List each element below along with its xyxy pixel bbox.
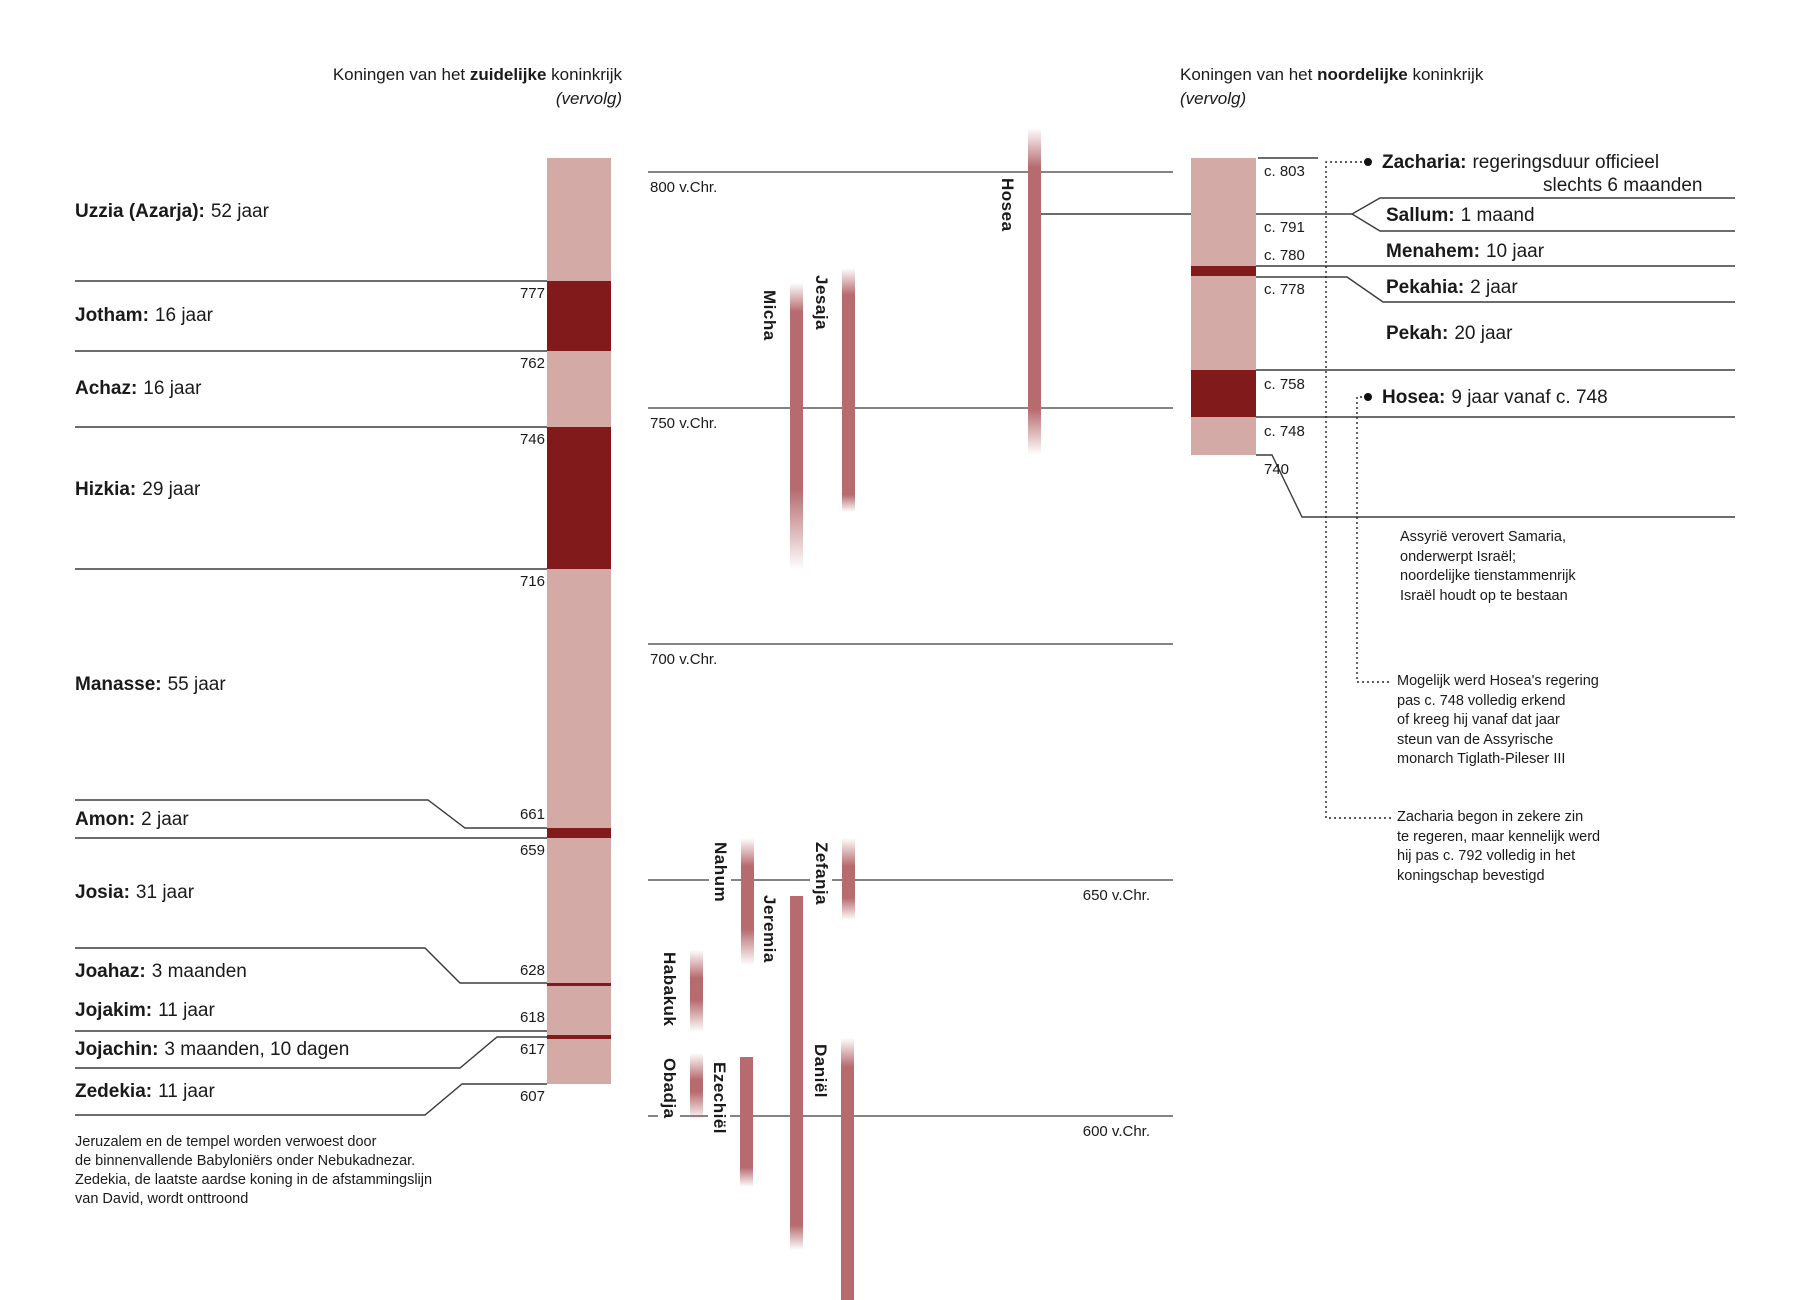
king-jojachin: Jojachin: 3 maanden, 10 dagen	[75, 1039, 350, 1060]
king-manasse: Manasse: 55 jaar	[75, 674, 226, 695]
bar-seg-hizkia	[547, 427, 611, 569]
title-southern-line1: Koningen van het zuidelijke koninkrijk	[332, 65, 622, 84]
note-assyria	[1400, 528, 1576, 606]
title-southern-kingdom	[280, 63, 622, 111]
bar-seg-josia	[547, 838, 611, 983]
king-menahem: Menahem: 10 jaar	[1386, 241, 1545, 262]
note-zacharia-line3: hij pas c. 792 volledig in het	[1397, 848, 1576, 864]
era-label-800: 800 v.Chr.	[650, 179, 718, 196]
king-zedekia: Zedekia: 11 jaar	[75, 1081, 215, 1102]
note-zacharia-line4: koningschap bevestigd	[1397, 867, 1545, 884]
bar-seg-pekah	[1191, 276, 1256, 370]
king-amon: Amon: 2 jaar	[75, 809, 189, 830]
prophet-bar-daniel	[841, 1038, 854, 1300]
king-achaz: Achaz: 16 jaar	[75, 378, 202, 399]
king-joahaz: Joahaz: 3 maanden	[75, 961, 247, 982]
date-746: 746	[519, 431, 545, 448]
note-hosea-line5: monarch Tiglath-Pileser III	[1397, 751, 1566, 767]
northern-timeline-bar	[1191, 158, 1256, 455]
prophet-label-hosea: Hosea	[998, 178, 1017, 232]
note-jerusalem-line1: Jeruzalem en de tempel worden verwoest door	[75, 1134, 377, 1150]
prophet-bar-zefanja	[842, 838, 855, 920]
date-628: 628	[519, 962, 545, 979]
prophet-bar-obadja	[690, 1053, 703, 1120]
note-zacharia-line2: te regeren, maar kennelijk werd	[1397, 828, 1601, 845]
king-pekahia: Pekahia: 2 jaar	[1386, 277, 1518, 298]
king-hosea-north: Hosea: 9 jaar vanaf c. 748	[1382, 387, 1608, 408]
king-zacharia: Zacharia: regeringsduur officieel	[1382, 152, 1660, 173]
date-607: 607	[519, 1088, 545, 1105]
king-sallum: Sallum: 1 maand	[1386, 205, 1535, 226]
bar-seg-zacharia-menahem	[1191, 158, 1256, 266]
note-assyria-line4: Israël houdt op te bestaan	[1400, 587, 1568, 604]
date-c778: c. 778	[1264, 281, 1305, 298]
date-716: 716	[519, 573, 545, 590]
prophet-bar-habakuk	[690, 950, 703, 1032]
date-659: 659	[519, 842, 545, 859]
prophet-label-obadja: Obadja	[660, 1058, 679, 1119]
note-assyria-line2: onderwerpt Israël;	[1400, 548, 1517, 565]
date-740: 740	[1264, 461, 1290, 478]
king-zacharia-line2: slechts 6 maanden	[1543, 175, 1703, 196]
era-label-750: 750 v.Chr.	[650, 415, 718, 432]
date-c791: c. 791	[1264, 219, 1305, 236]
note-hosea-line2: pas c. 748 volledig erkend	[1397, 692, 1566, 709]
date-c748: c. 748	[1264, 423, 1305, 440]
bar-seg-jotham	[547, 281, 611, 351]
prophet-label-nahum: Nahum	[711, 842, 730, 903]
king-josia: Josia: 31 jaar	[75, 882, 195, 903]
bar-seg-pekahia	[1191, 266, 1256, 276]
king-jotham: Jotham: 16 jaar	[75, 305, 214, 326]
note-assyria-line1: Assyrië verovert Samaria,	[1400, 529, 1566, 545]
note-zacharia-reign	[1397, 808, 1600, 886]
prophet-bar-jesaja	[842, 268, 855, 512]
title-northern-line1: Koningen van het noordelijke koninkrijk	[1180, 65, 1484, 84]
date-777: 777	[519, 285, 545, 302]
title-southern-cont: (vervolg)	[555, 89, 622, 108]
era-label-600: 600 v.Chr.	[1082, 1123, 1150, 1140]
king-uzzia: Uzzia (Azarja): 52 jaar	[75, 201, 269, 222]
date-762: 762	[519, 355, 545, 372]
note-jerusalem	[75, 1133, 432, 1209]
prophet-bar-micha	[790, 283, 803, 570]
dotted-connector-zacharia	[1326, 162, 1392, 818]
bar-seg-hosea-early	[1191, 370, 1256, 417]
line-740-jog	[1256, 455, 1735, 517]
date-661: 661	[519, 806, 545, 823]
note-assyria-line3: noordelijke tienstammenrijk	[1400, 568, 1576, 584]
prophet-label-micha: Micha	[760, 290, 779, 341]
prophet-bar-jeremia	[790, 896, 803, 1250]
hosea-bullet	[1364, 393, 1372, 401]
bar-seg-hosea-late	[1191, 417, 1256, 455]
note-hosea-line3: of kreeg hij vanaf dat jaar	[1397, 712, 1560, 728]
bar-seg-amon	[547, 828, 611, 838]
dotted-connector-hosea	[1357, 397, 1392, 682]
prophet-label-daniel: Daniël	[811, 1044, 830, 1099]
note-hosea-reign	[1397, 672, 1599, 770]
prophet-label-zefanja: Zefanja	[812, 842, 831, 906]
king-pekah: Pekah: 20 jaar	[1386, 323, 1513, 344]
note-zacharia-line1: Zacharia begon in zekere zin	[1397, 809, 1584, 825]
prophet-label-jeremia: Jeremia	[760, 895, 779, 963]
prophet-label-ezechiel: Ezechiël	[710, 1062, 729, 1135]
title-northern-cont: (vervolg)	[1180, 89, 1247, 108]
date-617: 617	[519, 1041, 545, 1058]
era-label-700: 700 v.Chr.	[650, 651, 718, 668]
date-618: 618	[519, 1009, 545, 1026]
note-jerusalem-line3: Zedekia, de laatste aardse koning in de afstammingslijn	[75, 1172, 433, 1188]
prophet-bar-ezechiel	[740, 1057, 753, 1187]
zacharia-bullet	[1364, 158, 1372, 166]
note-jerusalem-line2: de binnenvallende Babyloniërs onder Nebukadnezar.	[75, 1153, 416, 1169]
prophet-bar-nahum	[741, 838, 754, 965]
date-c803: c. 803	[1264, 163, 1305, 180]
note-hosea-line4: steun van de Assyrische	[1397, 731, 1554, 748]
king-hizkia: Hizkia: 29 jaar	[75, 479, 201, 500]
bar-seg-manasse	[547, 569, 611, 828]
era-label-650: 650 v.Chr.	[1082, 887, 1150, 904]
title-northern-kingdom	[1180, 63, 1600, 111]
bar-seg-achaz	[547, 351, 611, 427]
note-hosea-line1: Mogelijk werd Hosea's regering	[1397, 673, 1599, 689]
date-c758: c. 758	[1264, 376, 1305, 393]
bar-seg-zedekia	[547, 1039, 611, 1084]
prophet-label-jesaja: Jesaja	[812, 275, 831, 330]
bar-seg-uzzia	[547, 158, 611, 281]
king-jojakim: Jojakim: 11 jaar	[75, 1000, 215, 1021]
note-jerusalem-line4: van David, wordt onttroond	[75, 1191, 249, 1207]
bar-seg-jojakim	[547, 986, 611, 1035]
date-c780: c. 780	[1264, 247, 1305, 264]
prophet-bar-hosea	[1028, 128, 1041, 455]
southern-timeline-bar	[547, 158, 611, 1084]
prophet-label-habakuk: Habakuk	[660, 952, 679, 1027]
